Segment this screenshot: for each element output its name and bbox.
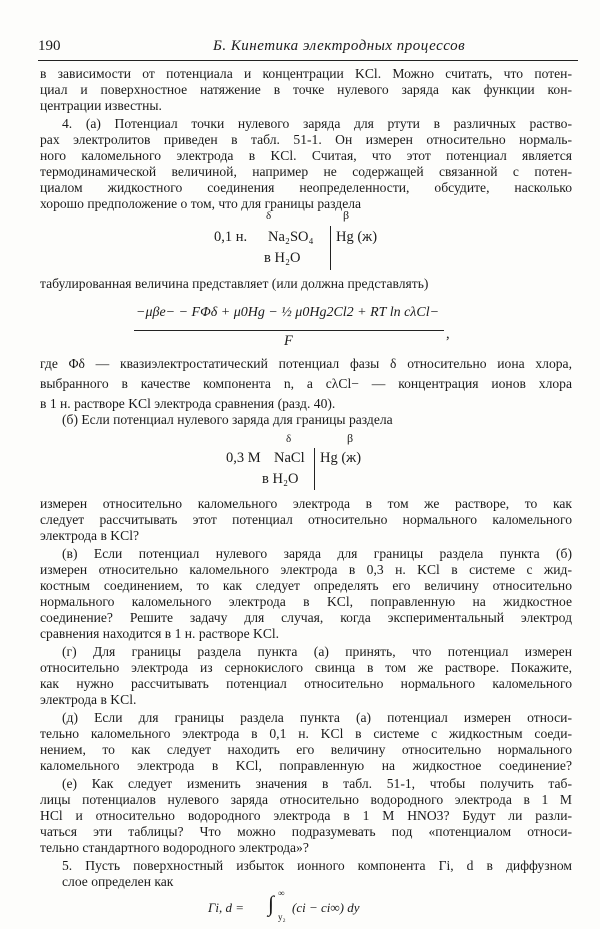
comma: , — [446, 326, 450, 342]
text-line: нением, то как следует находить его величину относительно нормального — [40, 742, 572, 757]
running-title: Б. Кинетика электродных процессов — [213, 38, 466, 54]
text-line: лицы потенциалов нулевого заряда относительно водородного электрода в 1 M — [40, 792, 572, 807]
upper-limit: ∞ — [278, 888, 285, 898]
page-header — [38, 38, 578, 61]
text-line: термодинамической величиной, например не содержащей связанной с потен- — [40, 164, 572, 179]
text-line: (г) Для границы раздела пункта (а) принять, что потенциал измерен — [62, 644, 572, 659]
text-line: в 1 н. растворе KCl электрода сравнения (разд. 40). — [40, 396, 336, 411]
concentration: 0,1 н. — [214, 229, 248, 245]
text-line: как нужно рассчитывать потенциал относительно нормального каломельного — [40, 676, 572, 691]
text-line: циал и поверхностное натяжение в точке нулевого заряда как функции кон- — [40, 82, 572, 97]
phase-delta-label: δ — [286, 433, 292, 445]
text-line: в зависимости от потенциала и концентрации KCl. Можно считать, что потен- — [40, 66, 572, 81]
text-line: электрода в KCl. — [40, 692, 137, 707]
text-line: относительно электрода из сернокислого свинца в том же растворе. Покажите, — [40, 660, 572, 675]
phase-delta-label: δ — [266, 210, 272, 222]
salt: Na₂SO₄ — [268, 229, 314, 245]
metal-phase: Hg (ж) — [320, 450, 362, 466]
text-line: HCl и относительно водородного электрода в 1 M HNO3? Будут ли разли- — [40, 808, 572, 823]
text-line: хорошо предположение о том, что для границы раздела — [40, 196, 362, 211]
text-line: циалом жидкостного соединения неопределенности, обсудите, насколько — [40, 180, 572, 195]
text-line: табулированная величина представляет (или должна представлять) — [40, 276, 429, 291]
text-line: выбранного в качестве компонента n, а cλCl− — концентрация ионов хлора — [40, 376, 572, 391]
text-line: (в) Если потенциал нулевого заряда для границы раздела пункта (б) — [62, 546, 572, 561]
text-line: 4. (а) Потенциал точки нулевого заряда для ртути в различных раство- — [62, 116, 572, 131]
fraction-bar — [134, 330, 444, 331]
text-line: соединение? Решите задачу для случая, когда экспериментальный электрод — [40, 610, 572, 625]
text-line: каломельного электрода в KCl, поправленную на жидкостное соединение? — [40, 758, 572, 773]
text-line: чаться эти таблицы? Что можно подразумевать под «потенциалом относи- — [40, 824, 572, 839]
phase-beta-label: β — [347, 431, 354, 445]
text-line: следует рассчитывать этот потенциал относительно нормального каломельного — [40, 512, 572, 527]
integral-lhs: Γi, d = — [208, 900, 245, 915]
text-line: (е) Как следует изменить значения в табл. 51-1, чтобы получить таб- — [62, 776, 572, 791]
integral-sign: ∫ — [268, 891, 275, 916]
phase-boundary — [330, 226, 331, 270]
text-line: рах электролитов приведен в табл. 51-1. Он измерен относительно нормаль- — [40, 132, 572, 147]
solvent: в H₂O — [262, 471, 299, 487]
salt: NaCl — [274, 450, 305, 466]
metal-phase: Hg (ж) — [336, 229, 378, 245]
text-line: тельно стандартного водородного электрода»? — [40, 840, 309, 855]
text-line: тельно каломельного электрода в 0,1 н. KCl в системе с жидкостным соеди- — [40, 726, 572, 741]
page-number: 190 — [38, 38, 61, 54]
numerator: −μβe− − FΦδ + μ0Hg − ½ μ0Hg2Cl2 + RT ln cλCl− — [136, 305, 440, 320]
text-line: слое определен как — [62, 874, 174, 889]
text-line: ного каломельного электрода в KCl. Считая, что этот потенциал является — [40, 148, 572, 163]
text-line: центрации известны. — [40, 98, 162, 113]
text-line: измерен относительно каломельного электрода в 0,3 н. KCl в системе с жид- — [40, 562, 572, 577]
text-line: измерен относительно каломельного электрода в том же растворе, то как — [40, 496, 572, 511]
phase-beta-label: β — [343, 208, 350, 222]
text-line: 5. Пусть поверхностный избыток ионного компонента Γi, d в диффузном — [62, 858, 572, 873]
text-line: костным соединением, то как следует определять его величину относительно — [40, 578, 572, 593]
text-line: сравнения находится в 1 н. растворе KCl. — [40, 626, 280, 641]
solvent: в H₂O — [264, 250, 301, 266]
concentration: 0,3 M — [226, 450, 261, 466]
phase-boundary — [314, 448, 315, 490]
denominator: F — [284, 333, 293, 349]
integrand: (ci − ci∞) dy — [292, 900, 360, 915]
text-line: (б) Если потенциал нулевого заряда для границы раздела — [62, 412, 393, 427]
text-line: (д) Если для границы раздела пункта (а) потенциал измерен относи- — [62, 710, 572, 725]
text-line: где Φδ — квазиэлектростатический потенциал фазы δ относительно иона хлора, — [40, 356, 572, 371]
text-line: нормального каломельного электрода в KCl, поправленную на жидкостное — [40, 594, 572, 609]
text-line: электрода в KCl? — [40, 528, 139, 543]
lower-limit: y₂ — [278, 912, 286, 922]
